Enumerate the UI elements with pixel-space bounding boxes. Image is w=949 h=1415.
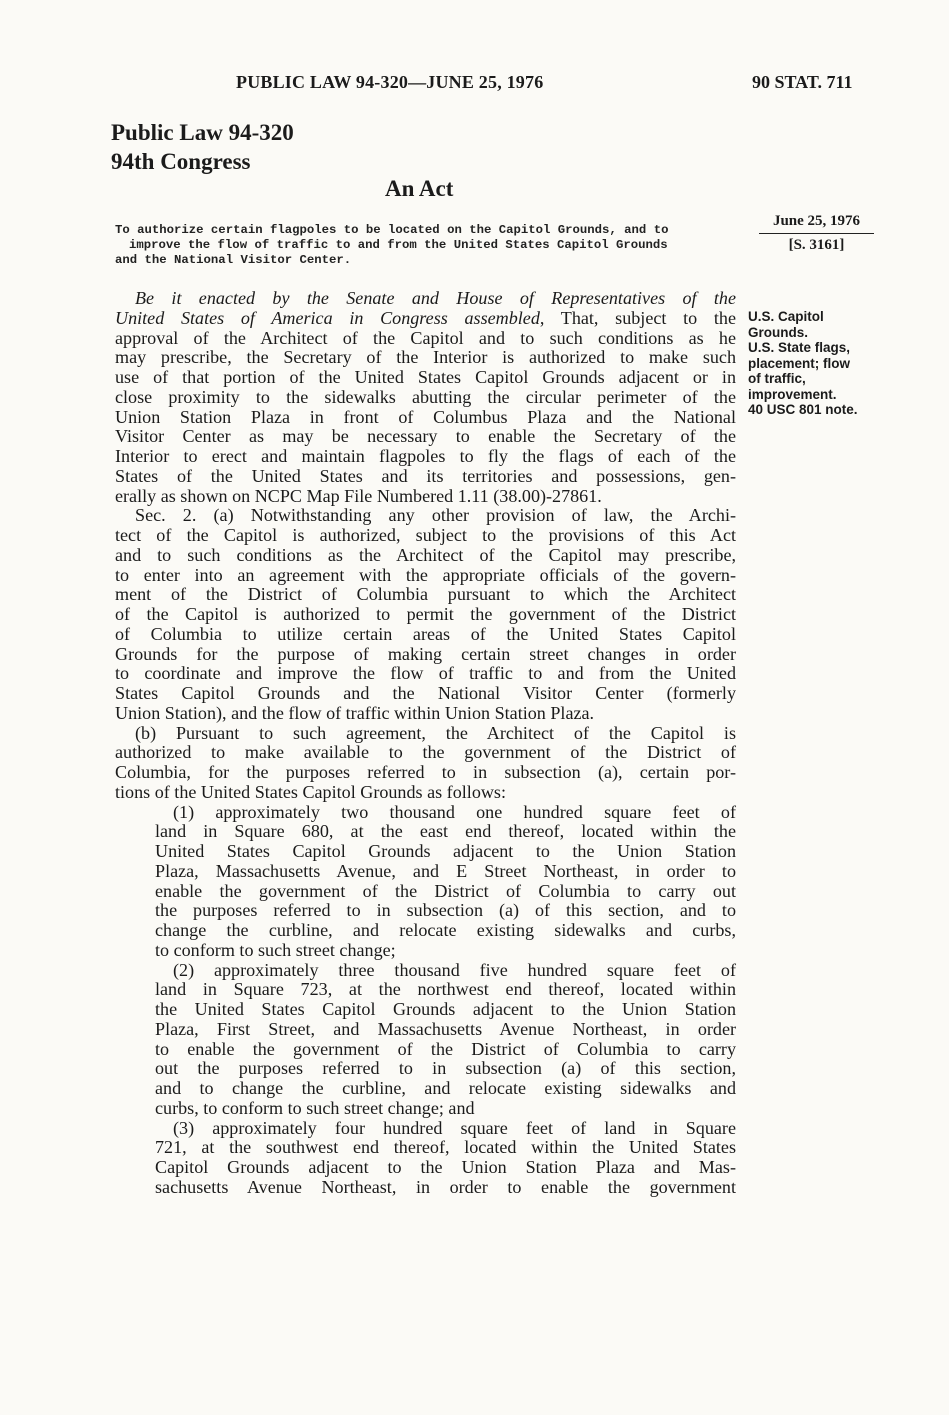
text-line: close proximity to the sidewalks abutting the circular perimeter of the	[115, 386, 736, 407]
text-line: enable the government of the District of Columbia to carry out	[155, 880, 736, 901]
purpose-line: and the National Visitor Center.	[115, 253, 352, 267]
margin-note: U.S. State flags,	[748, 340, 851, 355]
text-line: Plaza, Massachusetts Avenue, and E Street Northeast, in order to	[155, 860, 736, 881]
text-line: States of the United States and its territories and possessions, gen-	[115, 465, 736, 486]
text-line: to enable the government of the District of Columbia to carry	[155, 1038, 736, 1059]
margin-note: 40 USC 801 note.	[748, 402, 858, 417]
text-line: and to such conditions as the Architect of the Capitol may prescribe,	[115, 544, 736, 565]
act-body-text	[115, 289, 736, 1198]
text-line: to coordinate and improve the flow of traffic to and from the United	[115, 663, 736, 684]
enacting-clause-italic: United States of America in Congress assembled	[115, 307, 540, 328]
margin-note: placement; flow	[748, 355, 851, 371]
bill-number: [S. 3161]	[788, 237, 845, 253]
text-line: Plaza, First Street, and Massachusetts Avenue Northeast, in order	[155, 1018, 736, 1039]
statute-reference: 90 STAT. 711	[752, 72, 853, 92]
text-line: approval of the Architect of the Capitol and to such conditions as he	[115, 327, 736, 348]
text-line: the United States Capitol Grounds adjacent to the Union Station	[155, 999, 736, 1019]
text-line: Grounds for the purpose of making certain street changes in order	[115, 643, 736, 664]
text-line: sachusetts Avenue Northeast, in order to enable the government	[155, 1176, 736, 1197]
paragraph-2-line: (2) approximately three thousand five hundred square feet of	[173, 959, 736, 980]
purpose-line: improve the flow of traffic to and from the United States Capitol Grounds	[129, 238, 668, 252]
text-line: and to change the curbline, and relocate existing sidewalks and	[155, 1078, 736, 1098]
text-line: authorized to make available to the government of the District of	[115, 742, 736, 763]
text-line: curbs, to conform to such street change; and	[155, 1097, 475, 1118]
text-line: may prescribe, the Secretary of the Interior is authorized to make such	[115, 347, 736, 368]
text-line: Interior to erect and maintain flagpoles to fly the flags of each of the	[115, 446, 736, 466]
text-line: to conform to such street change;	[155, 939, 396, 960]
public-law-number: Public Law 94-320	[111, 120, 294, 145]
text-line: United States Capitol Grounds adjacent to the Union Station	[155, 841, 736, 861]
an-act-heading: An Act	[385, 176, 454, 201]
text-line: tions of the United States Capitol Grounds as follows:	[115, 781, 506, 802]
text-line: to enter into an agreement with the appropriate officials of the govern-	[115, 564, 736, 585]
text-line: of the Capitol is authorized to permit the government of the District	[115, 604, 736, 624]
enacting-clause-rest: , That, subject to the	[539, 307, 736, 328]
text-line: out the purposes referred to in subsection (a) of this section,	[155, 1058, 736, 1079]
enacting-clause-line	[115, 309, 736, 329]
purpose-clause	[115, 223, 737, 268]
text-line: land in Square 723, at the northwest end thereof, located within	[155, 979, 736, 1000]
text-line: of Columbia to utilize certain areas of the United States Capitol	[115, 623, 736, 644]
running-head: PUBLIC LAW 94-320—JUNE 25, 1976	[236, 72, 544, 92]
text-line: the purposes referred to in subsection (a) of this section, and to	[155, 900, 736, 921]
text-line: use of that portion of the United States Capitol Grounds adjacent or in	[115, 367, 736, 387]
text-line: Columbia, for the purposes referred to in subsection (a), certain por-	[115, 762, 736, 782]
margin-notes	[748, 309, 888, 418]
paragraph-3-line: (3) approximately four hundred square feet of land in Square	[173, 1117, 736, 1138]
margin-note: Grounds.	[748, 324, 808, 340]
text-line: change the curbline, and relocate existing sidewalks and curbs,	[155, 920, 736, 940]
text-line: Capitol Grounds adjacent to the Union Station Plaza and Mas-	[155, 1157, 736, 1177]
congress-number: 94th Congress	[111, 149, 251, 174]
text-line: 721, at the southwest end thereof, located within the United States	[155, 1137, 736, 1158]
text-line: erally as shown on NCPC Map File Numbered 1.11 (38.00)-27861.	[115, 485, 602, 506]
margin-note: U.S. Capitol	[748, 309, 824, 324]
subsection-b-line: (b) Pursuant to such agreement, the Architect of the Capitol is	[135, 722, 736, 743]
margin-note: improvement.	[748, 386, 837, 402]
enacting-clause-line: Be it enacted by the Senate and House of Representatives of the	[135, 288, 736, 308]
section-2-line: Sec. 2. (a) Notwithstanding any other provision of law, the Archi-	[135, 505, 736, 526]
text-line: Union Station Plaza in front of Columbus Plaza and the National	[115, 406, 736, 427]
text-line: tect of the Capitol is authorized, subject to the provisions of this Act	[115, 525, 736, 545]
text-line: ment of the District of Columbia pursuant to which the Architect	[115, 584, 736, 605]
text-line: Union Station), and the flow of traffic within Union Station Plaza.	[115, 702, 595, 723]
text-line: land in Square 680, at the east end thereof, located within the	[155, 821, 736, 842]
paragraph-1-line: (1) approximately two thousand one hundred square feet of	[173, 801, 736, 822]
text-line: States Capitol Grounds and the National Visitor Center (formerly	[115, 683, 736, 703]
purpose-line: To authorize certain flagpoles to be located on the Capitol Grounds, and to	[115, 223, 669, 237]
text-line: Visitor Center as may be necessary to enable the Secretary of the	[115, 426, 736, 447]
margin-note: of traffic,	[748, 371, 806, 386]
margin-date-block	[759, 213, 874, 254]
enactment-date: June 25, 1976	[759, 213, 874, 234]
law-title-block	[111, 118, 294, 176]
